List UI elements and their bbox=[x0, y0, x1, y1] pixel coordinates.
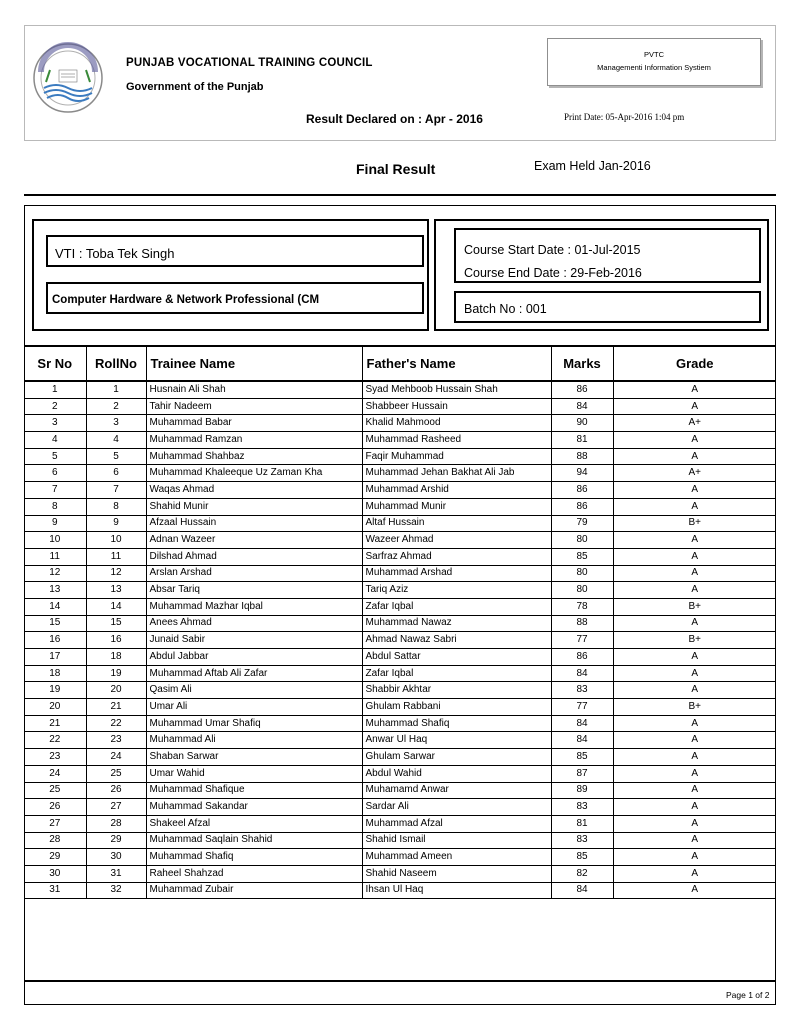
table-row bbox=[24, 615, 776, 632]
trainee-name-cell: Raheel Shahzad bbox=[146, 865, 362, 882]
grade-cell: A bbox=[613, 565, 776, 582]
father-name-cell: Khalid Mahmood bbox=[362, 415, 551, 432]
trainee-name-cell: Muhammad Shafique bbox=[146, 782, 362, 799]
roll-no-cell: 31 bbox=[86, 865, 146, 882]
grade-cell: B+ bbox=[613, 632, 776, 649]
table-row bbox=[24, 482, 776, 499]
grade-cell: A bbox=[613, 682, 776, 699]
trainee-name-cell: Muhammad Saqlain Shahid bbox=[146, 832, 362, 849]
table-row bbox=[24, 649, 776, 666]
sr-no-cell: 3 bbox=[24, 415, 86, 432]
table-body bbox=[24, 381, 776, 899]
father-name-cell: Muhammad Afzal bbox=[362, 815, 551, 832]
course-dates bbox=[454, 228, 761, 283]
sr-no-cell: 8 bbox=[24, 498, 86, 515]
marks-cell: 83 bbox=[551, 799, 613, 816]
sr-no-cell: 23 bbox=[24, 749, 86, 766]
grade-cell: A bbox=[613, 482, 776, 499]
marks-cell: 85 bbox=[551, 548, 613, 565]
sr-no-cell: 22 bbox=[24, 732, 86, 749]
table-row bbox=[24, 749, 776, 766]
grade-cell: A bbox=[613, 715, 776, 732]
marks-cell: 90 bbox=[551, 415, 613, 432]
marks-cell: 80 bbox=[551, 565, 613, 582]
father-name-cell: Shahid Ismail bbox=[362, 832, 551, 849]
table-row bbox=[24, 548, 776, 565]
roll-no-cell: 21 bbox=[86, 699, 146, 716]
sr-no-cell: 4 bbox=[24, 432, 86, 449]
page-title: Final Result bbox=[356, 161, 436, 177]
grade-cell: A bbox=[613, 765, 776, 782]
father-name-cell: Shabbir Akhtar bbox=[362, 682, 551, 699]
table-row bbox=[24, 415, 776, 432]
grade-cell: A bbox=[613, 532, 776, 549]
sr-no-cell: 12 bbox=[24, 565, 86, 582]
trainee-name-cell: Muhammad Khaleeque Uz Zaman Kha bbox=[146, 465, 362, 482]
roll-no-cell: 7 bbox=[86, 482, 146, 499]
grade-cell: A bbox=[613, 782, 776, 799]
roll-no-cell: 4 bbox=[86, 432, 146, 449]
grade-cell: A bbox=[613, 799, 776, 816]
father-name-cell: Sarfraz Ahmad bbox=[362, 548, 551, 565]
sr-no-cell: 20 bbox=[24, 699, 86, 716]
table-row bbox=[24, 799, 776, 816]
table-row bbox=[24, 598, 776, 615]
table-row bbox=[24, 498, 776, 515]
father-name-cell: Ihsan Ul Haq bbox=[362, 882, 551, 899]
roll-no-cell: 22 bbox=[86, 715, 146, 732]
marks-cell: 81 bbox=[551, 815, 613, 832]
trainee-name-cell: Umar Ali bbox=[146, 699, 362, 716]
mis-subtitle: Managementi Information Systiem bbox=[597, 63, 711, 72]
roll-no-cell: 27 bbox=[86, 799, 146, 816]
course-field: Computer Hardware & Network Professional (CM bbox=[46, 282, 424, 314]
divider bbox=[24, 194, 776, 196]
sr-no-cell: 11 bbox=[24, 548, 86, 565]
grade-cell: A bbox=[613, 398, 776, 415]
roll-no-cell: 18 bbox=[86, 649, 146, 666]
marks-cell: 86 bbox=[551, 649, 613, 666]
grade-cell: B+ bbox=[613, 515, 776, 532]
marks-cell: 77 bbox=[551, 632, 613, 649]
marks-cell: 89 bbox=[551, 782, 613, 799]
sr-no-cell: 5 bbox=[24, 448, 86, 465]
table-row bbox=[24, 381, 776, 398]
trainee-name-cell: Muhammad Umar Shafiq bbox=[146, 715, 362, 732]
sr-no-cell: 27 bbox=[24, 815, 86, 832]
roll-no-cell: 1 bbox=[86, 381, 146, 398]
marks-cell: 86 bbox=[551, 482, 613, 499]
father-name-header: Father's Name bbox=[362, 346, 551, 381]
roll-no-cell: 9 bbox=[86, 515, 146, 532]
trainee-name-cell: Junaid Sabir bbox=[146, 632, 362, 649]
father-name-cell: Faqir Muhammad bbox=[362, 448, 551, 465]
batch-field: Batch No : 001 bbox=[454, 291, 761, 323]
marks-cell: 82 bbox=[551, 865, 613, 882]
trainee-name-header: Trainee Name bbox=[146, 346, 362, 381]
table-row bbox=[24, 532, 776, 549]
roll-no-cell: 24 bbox=[86, 749, 146, 766]
table-row bbox=[24, 865, 776, 882]
table-row bbox=[24, 815, 776, 832]
father-name-cell: Muhammad Rasheed bbox=[362, 432, 551, 449]
father-name-cell: Anwar Ul Haq bbox=[362, 732, 551, 749]
trainee-name-cell: Muhammad Ali bbox=[146, 732, 362, 749]
table-row bbox=[24, 432, 776, 449]
roll-no-cell: 11 bbox=[86, 548, 146, 565]
grade-cell: A bbox=[613, 732, 776, 749]
father-name-cell: Muhammad Munir bbox=[362, 498, 551, 515]
marks-cell: 84 bbox=[551, 732, 613, 749]
trainee-name-cell: Afzaal Hussain bbox=[146, 515, 362, 532]
exam-held: Exam Held Jan-2016 bbox=[534, 159, 651, 173]
trainee-name-cell: Umar Wahid bbox=[146, 765, 362, 782]
father-name-cell: Abdul Wahid bbox=[362, 765, 551, 782]
roll-no-cell: 13 bbox=[86, 582, 146, 599]
father-name-cell: Muhammad Arshad bbox=[362, 565, 551, 582]
roll-no-cell: 15 bbox=[86, 615, 146, 632]
marks-cell: 88 bbox=[551, 615, 613, 632]
sr-no-cell: 24 bbox=[24, 765, 86, 782]
trainee-name-cell: Abdul Jabbar bbox=[146, 649, 362, 666]
trainee-name-cell: Arslan Arshad bbox=[146, 565, 362, 582]
grade-cell: A bbox=[613, 749, 776, 766]
father-name-cell: Altaf Hussain bbox=[362, 515, 551, 532]
father-name-cell: Sardar Ali bbox=[362, 799, 551, 816]
marks-cell: 85 bbox=[551, 849, 613, 866]
father-name-cell: Ghulam Rabbani bbox=[362, 699, 551, 716]
marks-cell: 86 bbox=[551, 498, 613, 515]
pvtc-logo bbox=[32, 42, 104, 114]
table-row bbox=[24, 849, 776, 866]
gov-name: Government of the Punjab bbox=[126, 81, 264, 93]
sr-no-cell: 25 bbox=[24, 782, 86, 799]
grade-cell: A bbox=[613, 815, 776, 832]
sr-no-cell: 16 bbox=[24, 632, 86, 649]
table-row bbox=[24, 515, 776, 532]
result-declared: Result Declared on : Apr - 2016 bbox=[306, 112, 483, 126]
sr-no-cell: 6 bbox=[24, 465, 86, 482]
table-row bbox=[24, 782, 776, 799]
marks-cell: 81 bbox=[551, 432, 613, 449]
sr-no-cell: 19 bbox=[24, 682, 86, 699]
trainee-name-cell: Shaban Sarwar bbox=[146, 749, 362, 766]
table-row bbox=[24, 715, 776, 732]
sr-no-cell: 28 bbox=[24, 832, 86, 849]
course-start-date: Course Start Date : 01-Jul-2015 bbox=[464, 243, 641, 257]
grade-cell: B+ bbox=[613, 699, 776, 716]
trainee-name-cell: Husnain Ali Shah bbox=[146, 381, 362, 398]
trainee-name-cell: Muhammad Sakandar bbox=[146, 799, 362, 816]
roll-no-cell: 25 bbox=[86, 765, 146, 782]
father-name-cell: Ahmad Nawaz Sabri bbox=[362, 632, 551, 649]
father-name-cell: Syad Mehboob Hussain Shah bbox=[362, 381, 551, 398]
marks-cell: 84 bbox=[551, 715, 613, 732]
grade-cell: A bbox=[613, 865, 776, 882]
roll-no-cell: 30 bbox=[86, 849, 146, 866]
marks-cell: 87 bbox=[551, 765, 613, 782]
table-row bbox=[24, 832, 776, 849]
grade-cell: A+ bbox=[613, 415, 776, 432]
marks-header: Marks bbox=[551, 346, 613, 381]
sr-no-cell: 31 bbox=[24, 882, 86, 899]
sr-no-cell: 13 bbox=[24, 582, 86, 599]
sr-no-header: Sr No bbox=[24, 346, 86, 381]
father-name-cell: Muhammad Nawaz bbox=[362, 615, 551, 632]
roll-no-cell: 12 bbox=[86, 565, 146, 582]
trainee-name-cell: Tahir Nadeem bbox=[146, 398, 362, 415]
roll-no-cell: 16 bbox=[86, 632, 146, 649]
roll-no-cell: 8 bbox=[86, 498, 146, 515]
grade-cell: A bbox=[613, 381, 776, 398]
grade-header: Grade bbox=[613, 346, 776, 381]
trainee-name-cell: Muhammad Shahbaz bbox=[146, 448, 362, 465]
mis-title: PVTC bbox=[643, 50, 664, 59]
grade-cell: A bbox=[613, 665, 776, 682]
trainee-name-cell: Waqas Ahmad bbox=[146, 482, 362, 499]
mis-box bbox=[547, 38, 761, 86]
roll-no-cell: 28 bbox=[86, 815, 146, 832]
table-row bbox=[24, 732, 776, 749]
marks-cell: 84 bbox=[551, 398, 613, 415]
trainee-name-cell: Anees Ahmad bbox=[146, 615, 362, 632]
sr-no-cell: 1 bbox=[24, 381, 86, 398]
grade-cell: A bbox=[613, 832, 776, 849]
sr-no-cell: 7 bbox=[24, 482, 86, 499]
table-row bbox=[24, 882, 776, 899]
roll-no-cell: 14 bbox=[86, 598, 146, 615]
table-row bbox=[24, 699, 776, 716]
sr-no-cell: 15 bbox=[24, 615, 86, 632]
sr-no-cell: 17 bbox=[24, 649, 86, 666]
sr-no-cell: 2 bbox=[24, 398, 86, 415]
marks-cell: 84 bbox=[551, 665, 613, 682]
marks-cell: 86 bbox=[551, 381, 613, 398]
roll-no-cell: 19 bbox=[86, 665, 146, 682]
marks-cell: 83 bbox=[551, 682, 613, 699]
marks-cell: 85 bbox=[551, 749, 613, 766]
trainee-name-cell: Muhammad Babar bbox=[146, 415, 362, 432]
roll-no-cell: 2 bbox=[86, 398, 146, 415]
roll-no-cell: 10 bbox=[86, 532, 146, 549]
grade-cell: A bbox=[613, 432, 776, 449]
father-name-cell: Abdul Sattar bbox=[362, 649, 551, 666]
sr-no-cell: 10 bbox=[24, 532, 86, 549]
grade-cell: A bbox=[613, 849, 776, 866]
father-name-cell: Shabbeer Hussain bbox=[362, 398, 551, 415]
roll-no-cell: 5 bbox=[86, 448, 146, 465]
page-number: Page 1 of 2 bbox=[726, 990, 770, 1000]
sr-no-cell: 30 bbox=[24, 865, 86, 882]
grade-cell: A+ bbox=[613, 465, 776, 482]
table-row bbox=[24, 565, 776, 582]
sr-no-cell: 9 bbox=[24, 515, 86, 532]
org-name: PUNJAB VOCATIONAL TRAINING COUNCIL bbox=[126, 57, 373, 69]
roll-no-cell: 3 bbox=[86, 415, 146, 432]
grade-cell: B+ bbox=[613, 598, 776, 615]
table-header-row bbox=[24, 346, 776, 381]
table-row bbox=[24, 682, 776, 699]
roll-no-header: RollNo bbox=[86, 346, 146, 381]
table-row bbox=[24, 665, 776, 682]
trainee-name-cell: Shahid Munir bbox=[146, 498, 362, 515]
father-name-cell: Tariq Aziz bbox=[362, 582, 551, 599]
father-name-cell: Zafar Iqbal bbox=[362, 665, 551, 682]
grade-cell: A bbox=[613, 882, 776, 899]
grade-cell: A bbox=[613, 498, 776, 515]
roll-no-cell: 26 bbox=[86, 782, 146, 799]
table-row bbox=[24, 398, 776, 415]
grade-cell: A bbox=[613, 582, 776, 599]
sr-no-cell: 14 bbox=[24, 598, 86, 615]
grade-cell: A bbox=[613, 615, 776, 632]
trainee-name-cell: Muhammad Mazhar Iqbal bbox=[146, 598, 362, 615]
marks-cell: 80 bbox=[551, 532, 613, 549]
marks-cell: 84 bbox=[551, 882, 613, 899]
father-name-cell: Zafar Iqbal bbox=[362, 598, 551, 615]
father-name-cell: Wazeer Ahmad bbox=[362, 532, 551, 549]
trainee-name-cell: Dilshad Ahmad bbox=[146, 548, 362, 565]
marks-cell: 94 bbox=[551, 465, 613, 482]
grade-cell: A bbox=[613, 448, 776, 465]
father-name-cell: Muhammad Arshid bbox=[362, 482, 551, 499]
trainee-name-cell: Muhammad Shafiq bbox=[146, 849, 362, 866]
trainee-name-cell: Muhammad Zubair bbox=[146, 882, 362, 899]
table-row bbox=[24, 465, 776, 482]
sr-no-cell: 26 bbox=[24, 799, 86, 816]
course-end-date: Course End Date : 29-Feb-2016 bbox=[464, 266, 642, 280]
marks-cell: 88 bbox=[551, 448, 613, 465]
marks-cell: 77 bbox=[551, 699, 613, 716]
father-name-cell: Muhammad Shafiq bbox=[362, 715, 551, 732]
roll-no-cell: 29 bbox=[86, 832, 146, 849]
roll-no-cell: 32 bbox=[86, 882, 146, 899]
roll-no-cell: 6 bbox=[86, 465, 146, 482]
grade-cell: A bbox=[613, 548, 776, 565]
table-row bbox=[24, 582, 776, 599]
roll-no-cell: 23 bbox=[86, 732, 146, 749]
father-name-cell: Shahid Naseem bbox=[362, 865, 551, 882]
table-row bbox=[24, 765, 776, 782]
sr-no-cell: 21 bbox=[24, 715, 86, 732]
trainee-name-cell: Muhammad Aftab Ali Zafar bbox=[146, 665, 362, 682]
trainee-name-cell: Shakeel Afzal bbox=[146, 815, 362, 832]
divider bbox=[24, 980, 776, 982]
trainee-name-cell: Muhammad Ramzan bbox=[146, 432, 362, 449]
marks-cell: 83 bbox=[551, 832, 613, 849]
marks-cell: 80 bbox=[551, 582, 613, 599]
vti-field: VTI : Toba Tek Singh bbox=[46, 235, 424, 267]
marks-cell: 78 bbox=[551, 598, 613, 615]
trainee-name-cell: Absar Tariq bbox=[146, 582, 362, 599]
sr-no-cell: 18 bbox=[24, 665, 86, 682]
father-name-cell: Muhamamd Anwar bbox=[362, 782, 551, 799]
sr-no-cell: 29 bbox=[24, 849, 86, 866]
marks-cell: 79 bbox=[551, 515, 613, 532]
table-row bbox=[24, 448, 776, 465]
results-table bbox=[24, 345, 776, 899]
grade-cell: A bbox=[613, 649, 776, 666]
print-date: Print Date: 05-Apr-2016 1:04 pm bbox=[564, 112, 685, 122]
father-name-cell: Muhammad Jehan Bakhat Ali Jab bbox=[362, 465, 551, 482]
father-name-cell: Ghulam Sarwar bbox=[362, 749, 551, 766]
trainee-name-cell: Qasim Ali bbox=[146, 682, 362, 699]
father-name-cell: Muhammad Ameen bbox=[362, 849, 551, 866]
trainee-name-cell: Adnan Wazeer bbox=[146, 532, 362, 549]
roll-no-cell: 20 bbox=[86, 682, 146, 699]
table-row bbox=[24, 632, 776, 649]
